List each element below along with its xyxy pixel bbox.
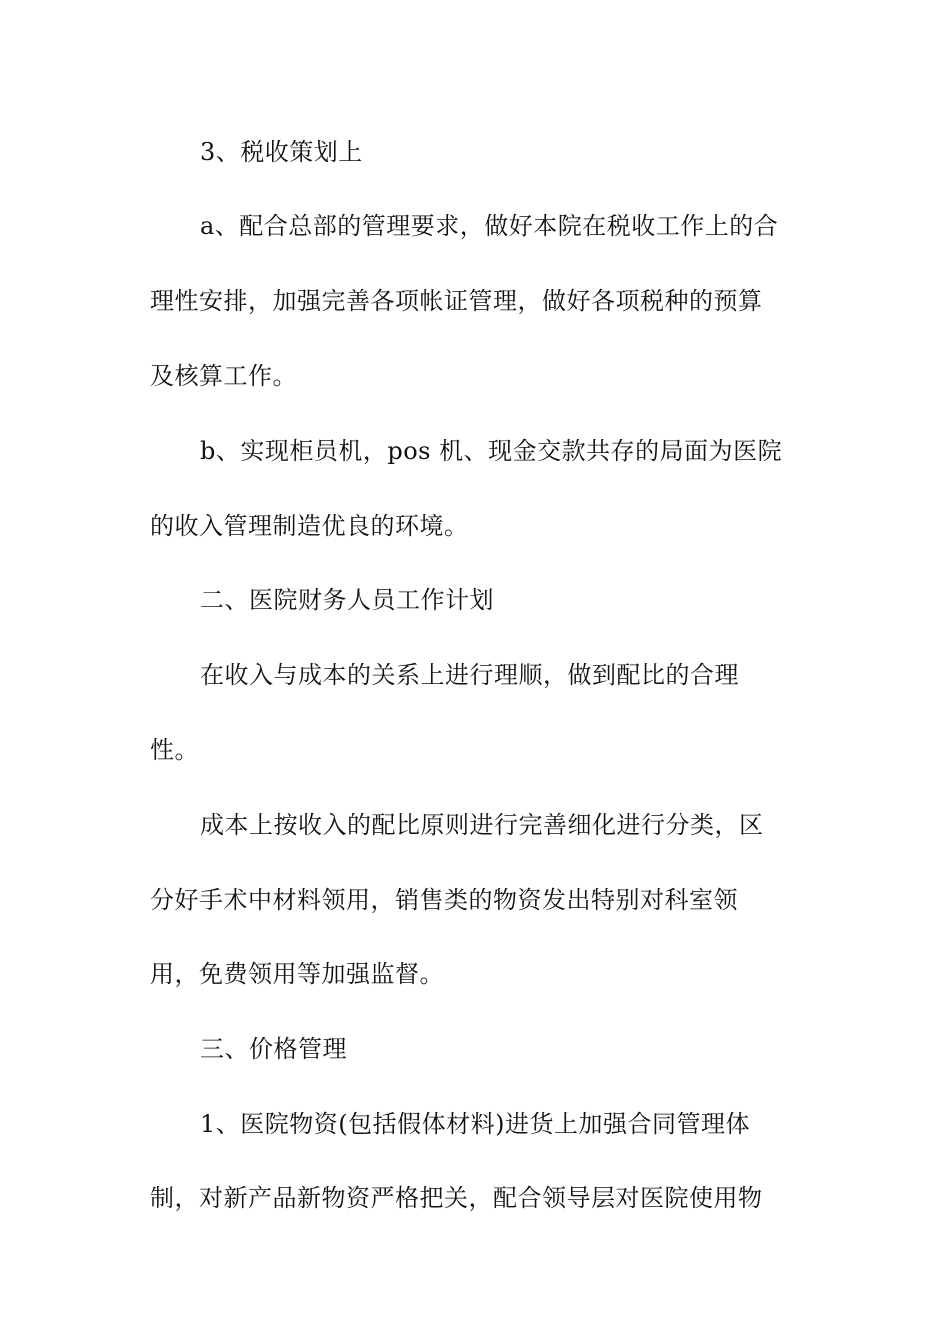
paragraph-line: 1、医院物资(包括假体材料)进货上加强合同管理体 [200,1110,750,1138]
paragraph-line: b、实现柜员机，pos 机、现金交款共存的局面为医院 [200,437,783,465]
paragraph-line: 成本上按收入的配比原则进行完善细化进行分类，区 [200,811,764,839]
paragraph-line: 性。 [150,736,199,764]
paragraph-line: 在收入与成本的关系上进行理顺，做到配比的合理 [200,661,739,689]
paragraph-line: 分好手术中材料领用，销售类的物资发出特别对科室领 [150,886,738,914]
paragraph-line: 及核算工作。 [150,362,297,390]
paragraph-line: 的收入管理制造优良的环境。 [150,512,469,540]
section-heading-price-management: 三、价格管理 [200,1035,347,1063]
paragraph-line: 理性安排，加强完善各项帐证管理，做好各项税种的预算 [150,287,763,315]
section-heading-tax-planning: 3、税收策划上 [200,138,363,166]
paragraph-line: 用，免费领用等加强监督。 [150,960,444,988]
paragraph-line: 制，对新产品新物资严格把关，配合领导层对医院使用物 [150,1184,763,1212]
section-heading-finance-plan: 二、医院财务人员工作计划 [200,586,494,614]
paragraph-line: a、配合总部的管理要求，做好本院在税收工作上的合 [200,212,779,240]
